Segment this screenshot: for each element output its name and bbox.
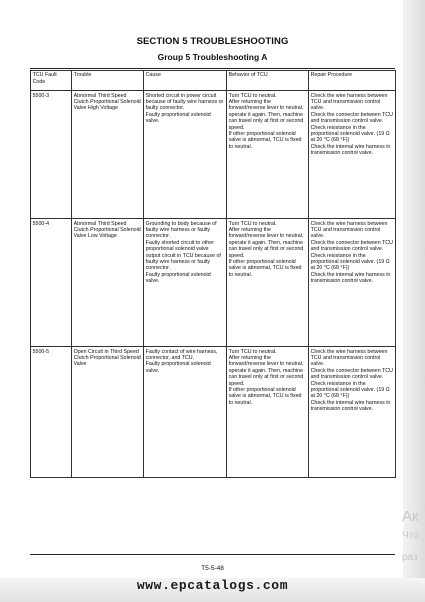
column-header-cause: Cause xyxy=(144,71,227,91)
table-row xyxy=(31,91,396,219)
overlay-text-line: Что xyxy=(402,530,419,541)
overlay-text-line: Ак xyxy=(402,508,419,525)
watermark-url: www.epcatalogs.com xyxy=(136,578,289,593)
behavior-cell: Turn TCU to neutral. After returning the forward/reverse lever to neutral, operate it again. Then, machine can travel only at first or second speed. If other proportional solenoid valve is abnormal, TCU is fixed to neutral. xyxy=(227,91,309,219)
group-title: Group 5 Troubleshooting A xyxy=(157,52,268,62)
column-header-trouble: Trouble xyxy=(72,71,144,91)
table-row xyxy=(31,219,396,347)
section-title: SECTION 5 TROUBLESHOOTING xyxy=(136,36,289,47)
trouble-cell: Abnormal Third Speed Clutch Proportional Solenoid Valve High Voltage xyxy=(72,91,144,219)
cause-cell: Grounding to body because of faulty wire harness or faulty connector. Faulty shorted circuit to other proportional solenoid valve output circuit in TCU because of faulty wire harness or faulty connector. Faulty proportional solenoid valve. xyxy=(144,219,227,347)
column-header-fault-code: TCU Fault Code xyxy=(31,71,72,91)
behavior-cell: Turn TCU to neutral. After returning the forward/reverse lever to neutral, operate it again. Then, machine can travel only at first or second speed. If other proportional solenoid valve is abnormal, TCU is fixed to neutral. xyxy=(227,219,309,347)
troubleshooting-table xyxy=(30,70,396,478)
repair-cell: Check the wire harness between TCU and transmission control valve. Check the connector between TCU and transmission control valve. Check resistance in the proportional solenoid valve. (19 Ω at 20 °C (68 °F)) Check the internal wire harness in transmission control valve. xyxy=(309,91,396,219)
top-rule xyxy=(30,68,395,69)
fault-code-cell: 5500-3 xyxy=(31,91,72,219)
trouble-cell: Open Circuit in Third Speed Clutch Proportional Solenoid Valve xyxy=(72,347,144,478)
table-header-row xyxy=(31,71,396,91)
repair-cell: Check the wire harness between TCU and transmission control valve. Check the connector between TCU and transmission control valve. Check resistance in the proportional solenoid valve. (19 Ω at 20 °C (68 °F)) Check the internal wire harness in transmission control valve. xyxy=(309,347,396,478)
bottom-rule xyxy=(30,554,395,555)
behavior-cell: Turn TCU to neutral. After returning the forward/reverse lever to neutral, operate it again. Then, machine can travel only at first or second speed. If other proportional solenoid valve is abnormal, TCU is fixed to neutral. xyxy=(227,347,309,478)
page-number: T5-5-48 xyxy=(201,565,224,572)
fault-code-cell: 5500-4 xyxy=(31,219,72,347)
overlay-text-line: раз xyxy=(402,552,418,563)
fault-code-cell: 5500-5 xyxy=(31,347,72,478)
cause-cell: Shorted circuit in power circuit because of faulty wire harness or faulty connector. Faulty proportional solenoid valve. xyxy=(144,91,227,219)
cause-cell: Faulty contact of wire harness, connector, and TCU. Faulty proportional solenoid valve. xyxy=(144,347,227,478)
column-header-behavior: Behavior of TCU xyxy=(227,71,309,91)
table-row xyxy=(31,347,396,478)
column-header-repair: Repair Procedure xyxy=(309,71,396,91)
repair-cell: Check the wire harness between TCU and transmission control valve. Check the connector between TCU and transmission control valve. Check resistance in the proportional solenoid valve. (19 Ω at 20 °C (68 °F)) Check the internal wire harness in transmission control valve. xyxy=(309,219,396,347)
trouble-cell: Abnormal Third Speed Clutch Proportional Solenoid Valve Low Voltage xyxy=(72,219,144,347)
